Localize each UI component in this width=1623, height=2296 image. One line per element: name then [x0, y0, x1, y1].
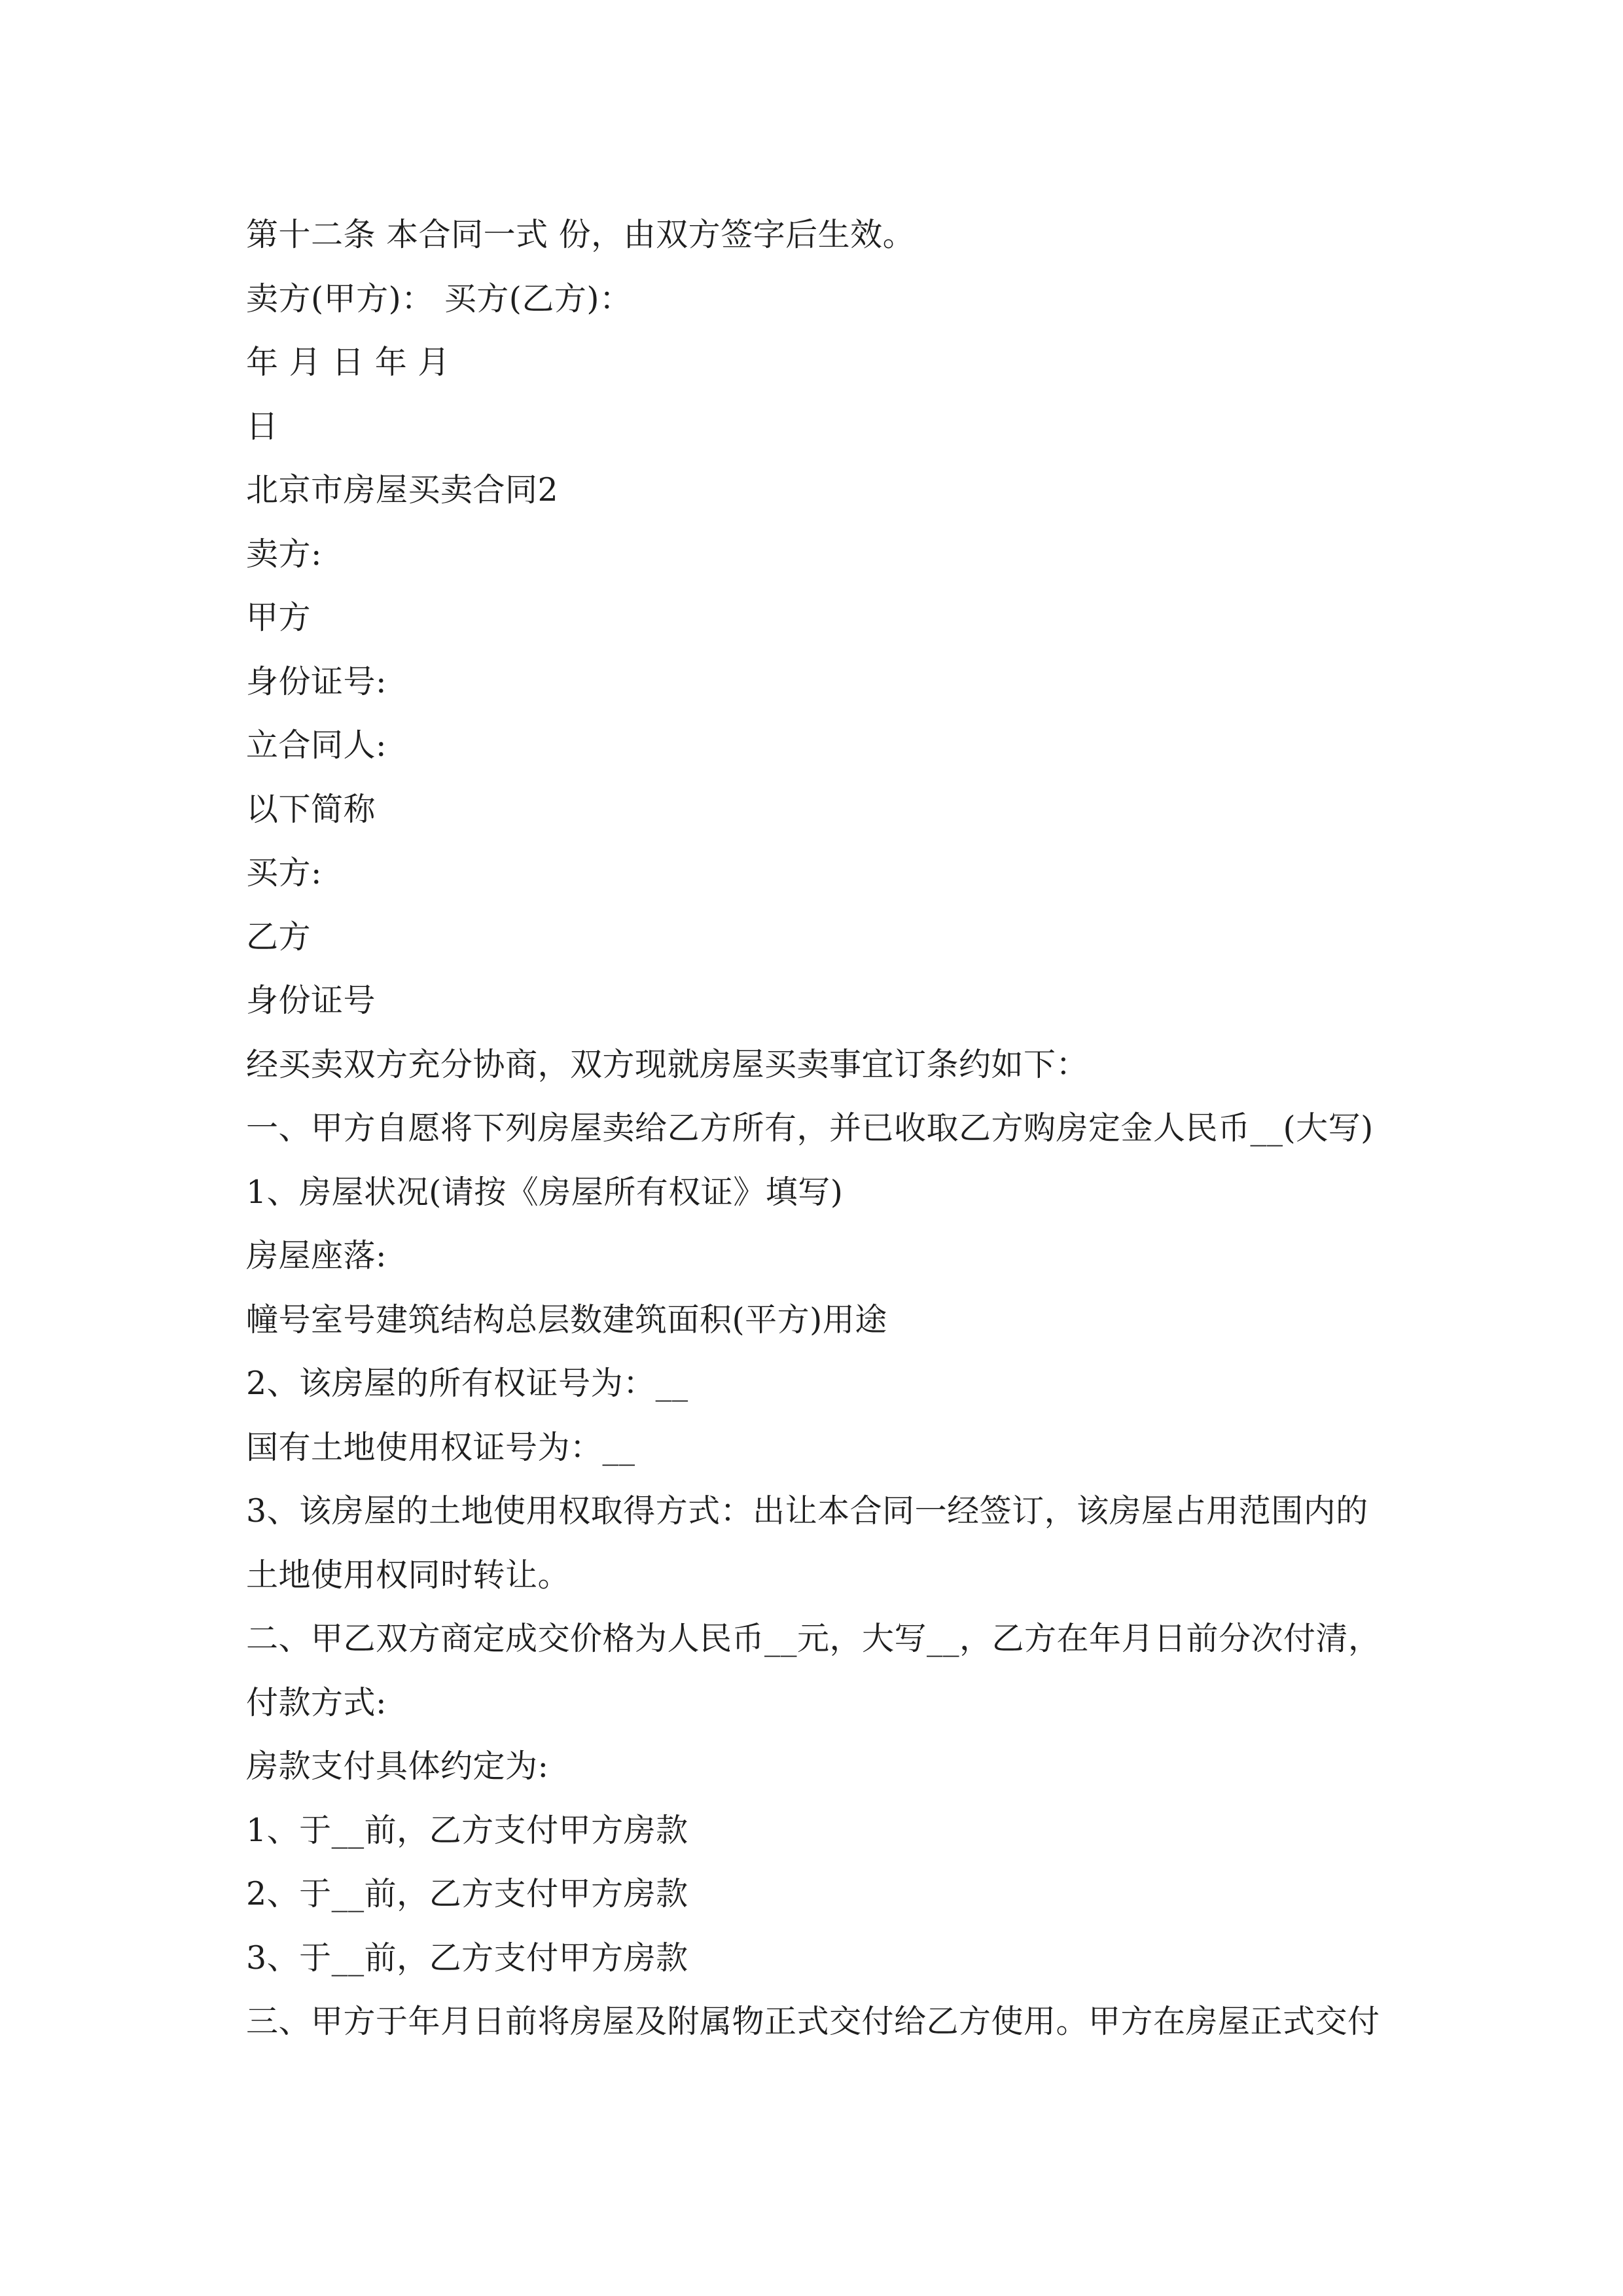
ownership-certificate-item: 2、该房屋的所有权证号为：__: [246, 1365, 688, 1402]
land-use-paragraph-line: 3、该房屋的土地使用权取得方式：出让本合同一经签订，该房屋占用范围内的: [246, 1492, 1368, 1530]
date-line: 年 月 日 年 月: [246, 344, 450, 381]
land-use-paragraph: [246, 1479, 1411, 1607]
clause-two-line: 二、甲乙双方商定成交价格为人民币__元，大写__，乙方在年月日前分次付清，: [246, 1620, 1381, 1657]
clause-three: 三、甲方于年月日前将房屋及附属物正式交付给乙方使用。甲方在房屋正式交付: [246, 2003, 1380, 2040]
clause-twelve: 第十二条 本合同一式 份，由双方签字后生效。: [246, 216, 916, 253]
land-use-certificate-item: 国有土地使用权证号为：__: [246, 1428, 635, 1466]
payment-item-1: 1、于__前，乙方支付甲方房款: [246, 1811, 688, 1849]
seller-buyer-signature-labels: 卖方(甲方)： 买方(乙方)：: [246, 279, 632, 317]
buyer-id-number-label: 身份证号: [246, 982, 376, 1019]
payment-item-2: 2、于__前，乙方支付甲方房款: [246, 1875, 688, 1912]
clause-two-paragraph: [246, 1607, 1411, 1734]
clause-two-line: 付款方式:: [246, 1683, 387, 1721]
house-table-header: 幢号室号建筑结构总层数建筑面积(平方)用途: [246, 1300, 887, 1338]
preamble: 经买卖双方充分协商，双方现就房屋买卖事宜订条约如下：: [246, 1045, 1089, 1083]
document-body: [246, 203, 1411, 2054]
payment-terms-label: 房款支付具体约定为:: [246, 1748, 549, 1785]
date-line-day: 日: [246, 407, 279, 445]
clause-one: 一、甲方自愿将下列房屋卖给乙方所有，并已收取乙方购房定金人民币__(大写): [246, 1109, 1374, 1147]
party-b-label: 乙方: [246, 918, 312, 956]
house-location-label: 房屋座落:: [246, 1237, 387, 1274]
buyer-label: 买方:: [246, 854, 323, 891]
hereinafter-label: 以下简称: [246, 790, 376, 828]
contract-title: 北京市房屋买卖合同2: [246, 471, 559, 509]
seller-id-number-label: 身份证号:: [246, 662, 387, 700]
seller-label: 卖方:: [246, 535, 323, 573]
contracting-party-label: 立合同人:: [246, 726, 387, 764]
payment-item-3: 3、于__前，乙方支付甲方房款: [246, 1939, 688, 1977]
house-status-item: 1、房屋状况(请按《房屋所有权证》填写): [246, 1173, 844, 1211]
party-a-label: 甲方: [246, 599, 312, 636]
land-use-paragraph-line: 土地使用权同时转让。: [246, 1556, 571, 1594]
